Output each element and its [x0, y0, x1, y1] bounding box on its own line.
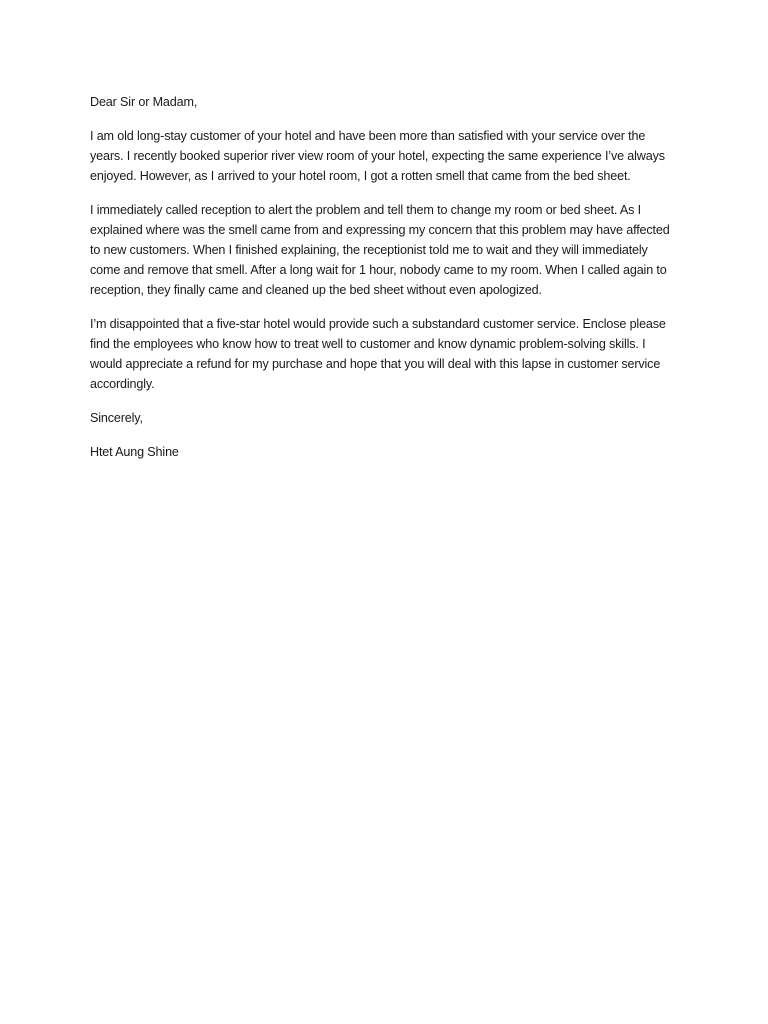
- salutation: Dear Sir or Madam,: [90, 95, 198, 109]
- paragraph-1: I am old long-stay customer of your hotel and have been more than satisfied with your service over the years. I recently booked superior river view room of your hotel, expecting the same experience I’ve always enjoyed. However, as I arrived to your hotel room, I got a rotten smell that came from the bed sheet.: [90, 129, 665, 183]
- paragraph-2: I immediately called reception to alert the problem and tell them to change my room or bed sheet. As I explained where was the smell came from and expressing my concern that this problem may have affected to new customers. When I finished explaining, the receptionist told me to wait and they will immediately come and remove that smell. After a long wait for 1 hour, nobody came to my room. When I called again to reception, they finally came and cleaned up the bed sheet without even apologized.: [90, 203, 670, 297]
- closing: Sincerely,: [90, 411, 143, 425]
- signature: Htet Aung Shine: [90, 445, 179, 459]
- paragraph-3: I’m disappointed that a five-star hotel would provide such a substandard customer service. Enclose please find the employees who know how to treat well to customer and know dynamic problem-solving skills. I would appreciate a refund for my purchase and hope that you will deal with this lapse in customer service accordingly.: [90, 317, 666, 391]
- letter-body: [90, 92, 680, 476]
